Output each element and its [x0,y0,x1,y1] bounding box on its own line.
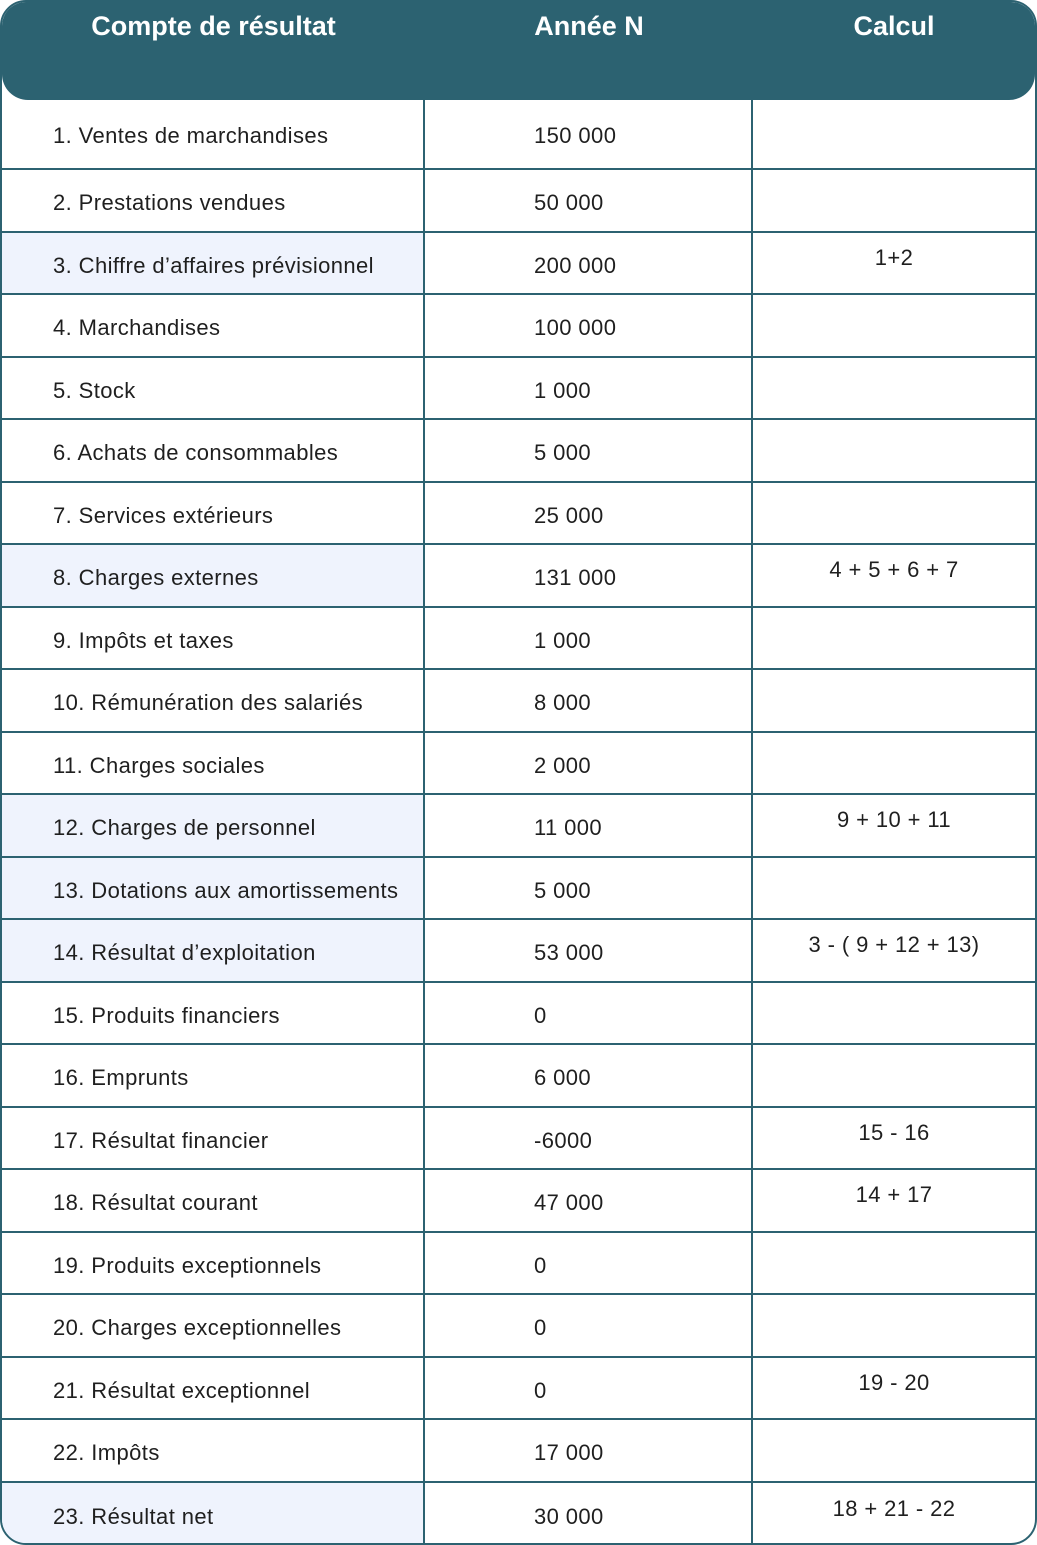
table-row [2,920,1035,983]
row-label: 5. Stock [2,358,425,419]
table-row [2,1045,1035,1108]
row-calc: 18 + 21 - 22 [832,1495,956,1521]
row-calc [753,358,1035,419]
row-value: 8 000 [425,670,753,731]
table-body [2,98,1035,1545]
row-label: 1. Ventes de marchandises [2,98,425,168]
row-calc [753,98,1035,168]
row-calc: 19 - 20 [858,1369,930,1395]
row-value: 0 [425,983,753,1044]
row-label: 10. Rémunération des salariés [2,670,425,731]
row-calc [753,1295,1035,1356]
row-label: 9. Impôts et taxes [2,608,425,669]
row-label: 19. Produits exceptionnels [2,1233,425,1294]
row-value: 150 000 [425,98,753,168]
table-row [2,233,1035,296]
table-row [2,1420,1035,1483]
row-label: 12. Charges de personnel [2,795,425,856]
table-row [2,1295,1035,1358]
row-label: 23. Résultat net [2,1483,425,1545]
row-calc [753,1420,1035,1481]
header-label: Année N [534,11,644,41]
row-calc [753,608,1035,669]
table-row [2,1483,1035,1545]
row-label: 6. Achats de consommables [2,420,425,481]
row-value: 53 000 [425,920,753,981]
table-row [2,733,1035,796]
row-calc [753,170,1035,231]
row-value: 200 000 [425,233,753,294]
row-value: 30 000 [425,1483,753,1545]
row-label: 20. Charges exceptionnelles [2,1295,425,1356]
row-value: 6 000 [425,1045,753,1106]
table-row [2,858,1035,921]
row-label: 16. Emprunts [2,1045,425,1106]
row-value: -6000 [425,1108,753,1169]
row-label: 13. Dotations aux amortissements [2,858,425,919]
row-calc [753,733,1035,794]
row-value: 50 000 [425,170,753,231]
row-calc [753,858,1035,919]
row-label: 11. Charges sociales [2,733,425,794]
table-row [2,1358,1035,1421]
row-label: 3. Chiffre d’affaires prévisionnel [2,233,425,294]
table-row [2,483,1035,546]
row-label: 14. Résultat d’exploitation [2,920,425,981]
row-calc: 14 + 17 [855,1182,933,1208]
table-row [2,608,1035,671]
row-calc [753,295,1035,356]
row-calc: 4 + 5 + 6 + 7 [829,557,959,583]
row-value: 47 000 [425,1170,753,1231]
row-calc: 3 - ( 9 + 12 + 13) [808,932,980,958]
row-calc [753,483,1035,544]
row-calc [753,1045,1035,1106]
row-value: 11 000 [425,795,753,856]
table-row [2,795,1035,858]
row-calc [753,983,1035,1044]
row-label: 21. Résultat exceptionnel [2,1358,425,1419]
row-label: 7. Services extérieurs [2,483,425,544]
row-value: 1 000 [425,358,753,419]
header-label: Calcul [853,11,935,41]
row-value: 0 [425,1358,753,1419]
row-label: 15. Produits financiers [2,983,425,1044]
row-calc: 9 + 10 + 11 [836,807,952,833]
row-calc [753,670,1035,731]
row-value: 5 000 [425,858,753,919]
table-row [2,295,1035,358]
table-row [2,983,1035,1046]
table-header [2,2,1035,100]
table-row [2,1233,1035,1296]
table-row [2,420,1035,483]
table-row [2,98,1035,170]
row-value: 5 000 [425,420,753,481]
row-value: 131 000 [425,545,753,606]
table-row [2,358,1035,421]
row-calc: 15 - 16 [858,1119,930,1145]
row-value: 2 000 [425,733,753,794]
row-value: 25 000 [425,483,753,544]
header-label: Compte de résultat [91,11,336,41]
row-value: 17 000 [425,1420,753,1481]
row-value: 0 [425,1233,753,1294]
header-annee-n [425,2,753,100]
table-row [2,1108,1035,1171]
row-label: 22. Impôts [2,1420,425,1481]
row-label: 2. Prestations vendues [2,170,425,231]
header-calcul [753,2,1035,100]
row-label: 4. Marchandises [2,295,425,356]
row-label: 8. Charges externes [2,545,425,606]
row-label: 17. Résultat financier [2,1108,425,1169]
row-label: 18. Résultat courant [2,1170,425,1231]
table-row [2,170,1035,233]
row-calc: 1+2 [874,244,914,270]
row-calc [753,420,1035,481]
table-row [2,670,1035,733]
table-row [2,545,1035,608]
row-calc [753,1233,1035,1294]
row-value: 1 000 [425,608,753,669]
header-compte-de-resultat [2,2,425,100]
row-value: 100 000 [425,295,753,356]
table-row [2,1170,1035,1233]
row-value: 0 [425,1295,753,1356]
